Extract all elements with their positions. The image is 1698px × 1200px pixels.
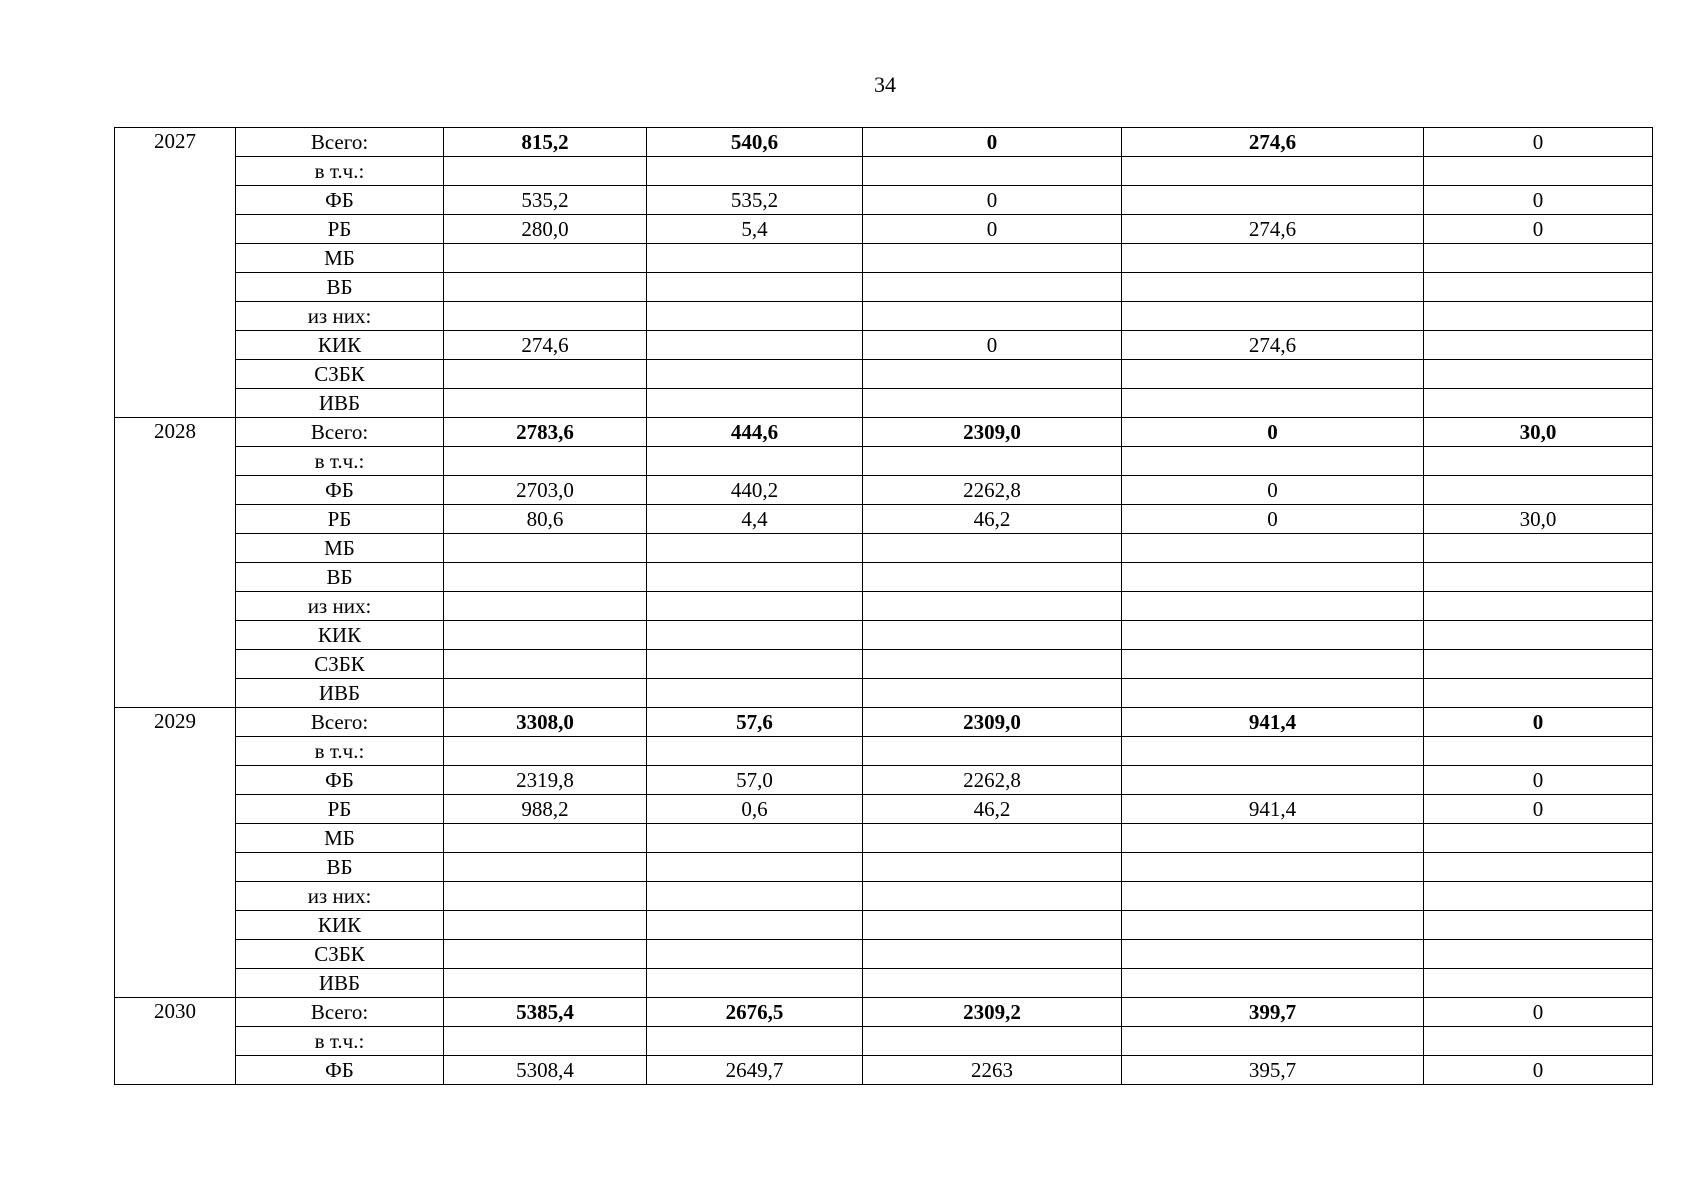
value-cell bbox=[863, 621, 1122, 650]
table-row bbox=[115, 186, 1653, 215]
value-cell: 0 bbox=[1424, 998, 1653, 1027]
value-cell: 274,6 bbox=[1122, 128, 1424, 157]
value-cell bbox=[1122, 1027, 1424, 1056]
table-row bbox=[115, 273, 1653, 302]
value-cell: 0 bbox=[1424, 766, 1653, 795]
value-cell: 0,6 bbox=[647, 795, 863, 824]
value-cell bbox=[444, 679, 647, 708]
table-row bbox=[115, 650, 1653, 679]
row-label: СЗБК bbox=[236, 650, 444, 679]
value-cell bbox=[444, 969, 647, 998]
value-cell: 274,6 bbox=[1122, 331, 1424, 360]
year-cell: 2028 bbox=[115, 418, 236, 708]
value-cell: 0 bbox=[863, 186, 1122, 215]
value-cell bbox=[1122, 534, 1424, 563]
value-cell: 440,2 bbox=[647, 476, 863, 505]
row-label: в т.ч.: bbox=[236, 157, 444, 186]
value-cell bbox=[444, 389, 647, 418]
table-row bbox=[115, 998, 1653, 1027]
row-label: из них: bbox=[236, 592, 444, 621]
row-label: в т.ч.: bbox=[236, 447, 444, 476]
value-cell bbox=[444, 360, 647, 389]
value-cell bbox=[1424, 621, 1653, 650]
value-cell bbox=[647, 650, 863, 679]
row-label: ФБ bbox=[236, 1056, 444, 1085]
value-cell bbox=[1424, 853, 1653, 882]
row-label: КИК bbox=[236, 331, 444, 360]
row-label: РБ bbox=[236, 215, 444, 244]
value-cell bbox=[1424, 1027, 1653, 1056]
value-cell bbox=[1122, 621, 1424, 650]
table-row bbox=[115, 795, 1653, 824]
table-row bbox=[115, 215, 1653, 244]
value-cell bbox=[444, 534, 647, 563]
value-cell bbox=[1122, 157, 1424, 186]
table-row bbox=[115, 621, 1653, 650]
value-cell: 2263 bbox=[863, 1056, 1122, 1085]
value-cell bbox=[647, 853, 863, 882]
row-label: Всего: bbox=[236, 998, 444, 1027]
value-cell bbox=[647, 1027, 863, 1056]
value-cell: 0 bbox=[1424, 215, 1653, 244]
value-cell: 2309,2 bbox=[863, 998, 1122, 1027]
row-label: СЗБК bbox=[236, 360, 444, 389]
value-cell bbox=[444, 592, 647, 621]
value-cell bbox=[863, 882, 1122, 911]
page-number: 34 bbox=[874, 72, 896, 97]
value-cell bbox=[863, 969, 1122, 998]
value-cell: 0 bbox=[1122, 476, 1424, 505]
value-cell: 0 bbox=[1424, 128, 1653, 157]
row-label: МБ bbox=[236, 244, 444, 273]
row-label: КИК bbox=[236, 621, 444, 650]
value-cell bbox=[1424, 534, 1653, 563]
value-cell bbox=[863, 911, 1122, 940]
value-cell: 30,0 bbox=[1424, 418, 1653, 447]
value-cell: 395,7 bbox=[1122, 1056, 1424, 1085]
row-label: ФБ bbox=[236, 766, 444, 795]
value-cell: 2649,7 bbox=[647, 1056, 863, 1085]
table-row bbox=[115, 418, 1653, 447]
value-cell bbox=[444, 302, 647, 331]
value-cell bbox=[444, 737, 647, 766]
table-row bbox=[115, 534, 1653, 563]
value-cell: 80,6 bbox=[444, 505, 647, 534]
row-label: МБ bbox=[236, 824, 444, 853]
row-label: ИВБ bbox=[236, 389, 444, 418]
row-label: ФБ bbox=[236, 476, 444, 505]
value-cell: 2783,6 bbox=[444, 418, 647, 447]
value-cell bbox=[1424, 389, 1653, 418]
value-cell: 941,4 bbox=[1122, 795, 1424, 824]
value-cell bbox=[863, 940, 1122, 969]
value-cell bbox=[863, 360, 1122, 389]
value-cell bbox=[1424, 302, 1653, 331]
value-cell bbox=[647, 331, 863, 360]
value-cell bbox=[1122, 447, 1424, 476]
value-cell: 2319,8 bbox=[444, 766, 647, 795]
year-cell: 2029 bbox=[115, 708, 236, 998]
value-cell: 535,2 bbox=[647, 186, 863, 215]
value-cell: 2676,5 bbox=[647, 998, 863, 1027]
value-cell: 535,2 bbox=[444, 186, 647, 215]
value-cell bbox=[444, 853, 647, 882]
value-cell bbox=[1122, 940, 1424, 969]
value-cell: 0 bbox=[863, 128, 1122, 157]
row-label: МБ bbox=[236, 534, 444, 563]
value-cell bbox=[863, 302, 1122, 331]
value-cell bbox=[863, 737, 1122, 766]
value-cell bbox=[647, 563, 863, 592]
table-row bbox=[115, 882, 1653, 911]
value-cell bbox=[1424, 824, 1653, 853]
value-cell: 0 bbox=[863, 215, 1122, 244]
value-cell bbox=[1122, 911, 1424, 940]
value-cell bbox=[1424, 940, 1653, 969]
value-cell bbox=[1424, 969, 1653, 998]
value-cell: 2309,0 bbox=[863, 418, 1122, 447]
table-row bbox=[115, 1056, 1653, 1085]
value-cell bbox=[444, 1027, 647, 1056]
value-cell bbox=[444, 244, 647, 273]
row-label: в т.ч.: bbox=[236, 1027, 444, 1056]
value-cell bbox=[647, 389, 863, 418]
row-label: ФБ bbox=[236, 186, 444, 215]
value-cell: 30,0 bbox=[1424, 505, 1653, 534]
row-label: КИК bbox=[236, 911, 444, 940]
value-cell bbox=[647, 679, 863, 708]
value-cell: 815,2 bbox=[444, 128, 647, 157]
value-cell bbox=[444, 824, 647, 853]
row-label: ИВБ bbox=[236, 679, 444, 708]
value-cell bbox=[1122, 679, 1424, 708]
value-cell bbox=[1122, 737, 1424, 766]
value-cell bbox=[1122, 186, 1424, 215]
row-label: ИВБ bbox=[236, 969, 444, 998]
value-cell bbox=[444, 621, 647, 650]
table-row bbox=[115, 1027, 1653, 1056]
value-cell bbox=[1122, 244, 1424, 273]
row-label: из них: bbox=[236, 302, 444, 331]
table-row bbox=[115, 853, 1653, 882]
value-cell bbox=[647, 302, 863, 331]
value-cell: 46,2 bbox=[863, 505, 1122, 534]
value-cell bbox=[1122, 969, 1424, 998]
value-cell bbox=[647, 244, 863, 273]
value-cell bbox=[1122, 360, 1424, 389]
value-cell bbox=[1424, 650, 1653, 679]
year-cell: 2030 bbox=[115, 998, 236, 1085]
value-cell bbox=[647, 534, 863, 563]
value-cell: 399,7 bbox=[1122, 998, 1424, 1027]
row-label: ВБ bbox=[236, 273, 444, 302]
value-cell: 57,6 bbox=[647, 708, 863, 737]
value-cell bbox=[1122, 273, 1424, 302]
value-cell: 274,6 bbox=[1122, 215, 1424, 244]
value-cell bbox=[647, 969, 863, 998]
row-label: РБ bbox=[236, 505, 444, 534]
year-cell: 2027 bbox=[115, 128, 236, 418]
value-cell bbox=[863, 534, 1122, 563]
value-cell: 4,4 bbox=[647, 505, 863, 534]
value-cell bbox=[863, 244, 1122, 273]
value-cell bbox=[647, 592, 863, 621]
value-cell: 280,0 bbox=[444, 215, 647, 244]
table-row bbox=[115, 563, 1653, 592]
value-cell bbox=[1122, 389, 1424, 418]
value-cell bbox=[1424, 679, 1653, 708]
table-row bbox=[115, 128, 1653, 157]
table-row bbox=[115, 302, 1653, 331]
value-cell: 0 bbox=[1424, 186, 1653, 215]
value-cell bbox=[1122, 766, 1424, 795]
table-row bbox=[115, 157, 1653, 186]
row-label: Всего: bbox=[236, 128, 444, 157]
value-cell: 2262,8 bbox=[863, 476, 1122, 505]
value-cell bbox=[444, 911, 647, 940]
value-cell bbox=[1424, 476, 1653, 505]
value-cell: 0 bbox=[1424, 1056, 1653, 1085]
value-cell: 2262,8 bbox=[863, 766, 1122, 795]
value-cell bbox=[1122, 650, 1424, 679]
funding-table bbox=[114, 127, 1653, 1085]
value-cell bbox=[647, 273, 863, 302]
value-cell bbox=[1424, 157, 1653, 186]
table-row bbox=[115, 505, 1653, 534]
table-row bbox=[115, 389, 1653, 418]
value-cell bbox=[444, 157, 647, 186]
value-cell bbox=[1424, 882, 1653, 911]
value-cell: 5385,4 bbox=[444, 998, 647, 1027]
value-cell bbox=[1122, 853, 1424, 882]
value-cell: 444,6 bbox=[647, 418, 863, 447]
value-cell bbox=[647, 940, 863, 969]
row-label: в т.ч.: bbox=[236, 737, 444, 766]
value-cell: 0 bbox=[1122, 418, 1424, 447]
value-cell bbox=[863, 157, 1122, 186]
value-cell bbox=[647, 157, 863, 186]
row-label: СЗБК bbox=[236, 940, 444, 969]
table-row bbox=[115, 940, 1653, 969]
value-cell bbox=[647, 447, 863, 476]
table-row bbox=[115, 244, 1653, 273]
value-cell: 46,2 bbox=[863, 795, 1122, 824]
value-cell: 274,6 bbox=[444, 331, 647, 360]
table-row bbox=[115, 737, 1653, 766]
value-cell bbox=[863, 447, 1122, 476]
value-cell bbox=[444, 940, 647, 969]
table-row bbox=[115, 360, 1653, 389]
value-cell bbox=[444, 273, 647, 302]
value-cell bbox=[863, 853, 1122, 882]
value-cell: 2309,0 bbox=[863, 708, 1122, 737]
value-cell bbox=[647, 621, 863, 650]
value-cell bbox=[444, 650, 647, 679]
value-cell: 3308,0 bbox=[444, 708, 647, 737]
row-label: ВБ bbox=[236, 563, 444, 592]
table-row bbox=[115, 476, 1653, 505]
table-row bbox=[115, 911, 1653, 940]
value-cell bbox=[1424, 331, 1653, 360]
table-body bbox=[115, 128, 1653, 1085]
value-cell: 0 bbox=[1424, 708, 1653, 737]
table-row bbox=[115, 824, 1653, 853]
value-cell bbox=[863, 273, 1122, 302]
value-cell: 988,2 bbox=[444, 795, 647, 824]
value-cell: 5,4 bbox=[647, 215, 863, 244]
value-cell bbox=[647, 911, 863, 940]
value-cell bbox=[863, 1027, 1122, 1056]
value-cell: 0 bbox=[1122, 505, 1424, 534]
value-cell bbox=[863, 389, 1122, 418]
value-cell bbox=[647, 360, 863, 389]
value-cell bbox=[1424, 447, 1653, 476]
value-cell bbox=[647, 824, 863, 853]
value-cell bbox=[863, 592, 1122, 621]
value-cell bbox=[1424, 737, 1653, 766]
value-cell bbox=[647, 882, 863, 911]
value-cell bbox=[1424, 360, 1653, 389]
value-cell bbox=[1122, 824, 1424, 853]
value-cell bbox=[444, 882, 647, 911]
value-cell bbox=[647, 737, 863, 766]
value-cell: 0 bbox=[1424, 795, 1653, 824]
row-label: из них: bbox=[236, 882, 444, 911]
value-cell bbox=[444, 563, 647, 592]
value-cell bbox=[863, 824, 1122, 853]
table-row bbox=[115, 766, 1653, 795]
value-cell bbox=[1424, 244, 1653, 273]
value-cell bbox=[1122, 882, 1424, 911]
row-label: Всего: bbox=[236, 418, 444, 447]
value-cell bbox=[1424, 273, 1653, 302]
value-cell bbox=[1122, 592, 1424, 621]
value-cell: 2703,0 bbox=[444, 476, 647, 505]
value-cell bbox=[444, 447, 647, 476]
value-cell: 5308,4 bbox=[444, 1056, 647, 1085]
table-row bbox=[115, 679, 1653, 708]
row-label: ВБ bbox=[236, 853, 444, 882]
value-cell bbox=[1122, 302, 1424, 331]
table-row bbox=[115, 969, 1653, 998]
value-cell bbox=[863, 650, 1122, 679]
row-label: РБ bbox=[236, 795, 444, 824]
value-cell bbox=[1424, 563, 1653, 592]
row-label: Всего: bbox=[236, 708, 444, 737]
table-row bbox=[115, 447, 1653, 476]
value-cell bbox=[863, 679, 1122, 708]
value-cell: 941,4 bbox=[1122, 708, 1424, 737]
value-cell bbox=[1424, 592, 1653, 621]
value-cell: 0 bbox=[863, 331, 1122, 360]
value-cell: 57,0 bbox=[647, 766, 863, 795]
table-row bbox=[115, 708, 1653, 737]
table-row bbox=[115, 592, 1653, 621]
table-row bbox=[115, 331, 1653, 360]
value-cell: 540,6 bbox=[647, 128, 863, 157]
value-cell bbox=[863, 563, 1122, 592]
value-cell bbox=[1424, 911, 1653, 940]
value-cell bbox=[1122, 563, 1424, 592]
